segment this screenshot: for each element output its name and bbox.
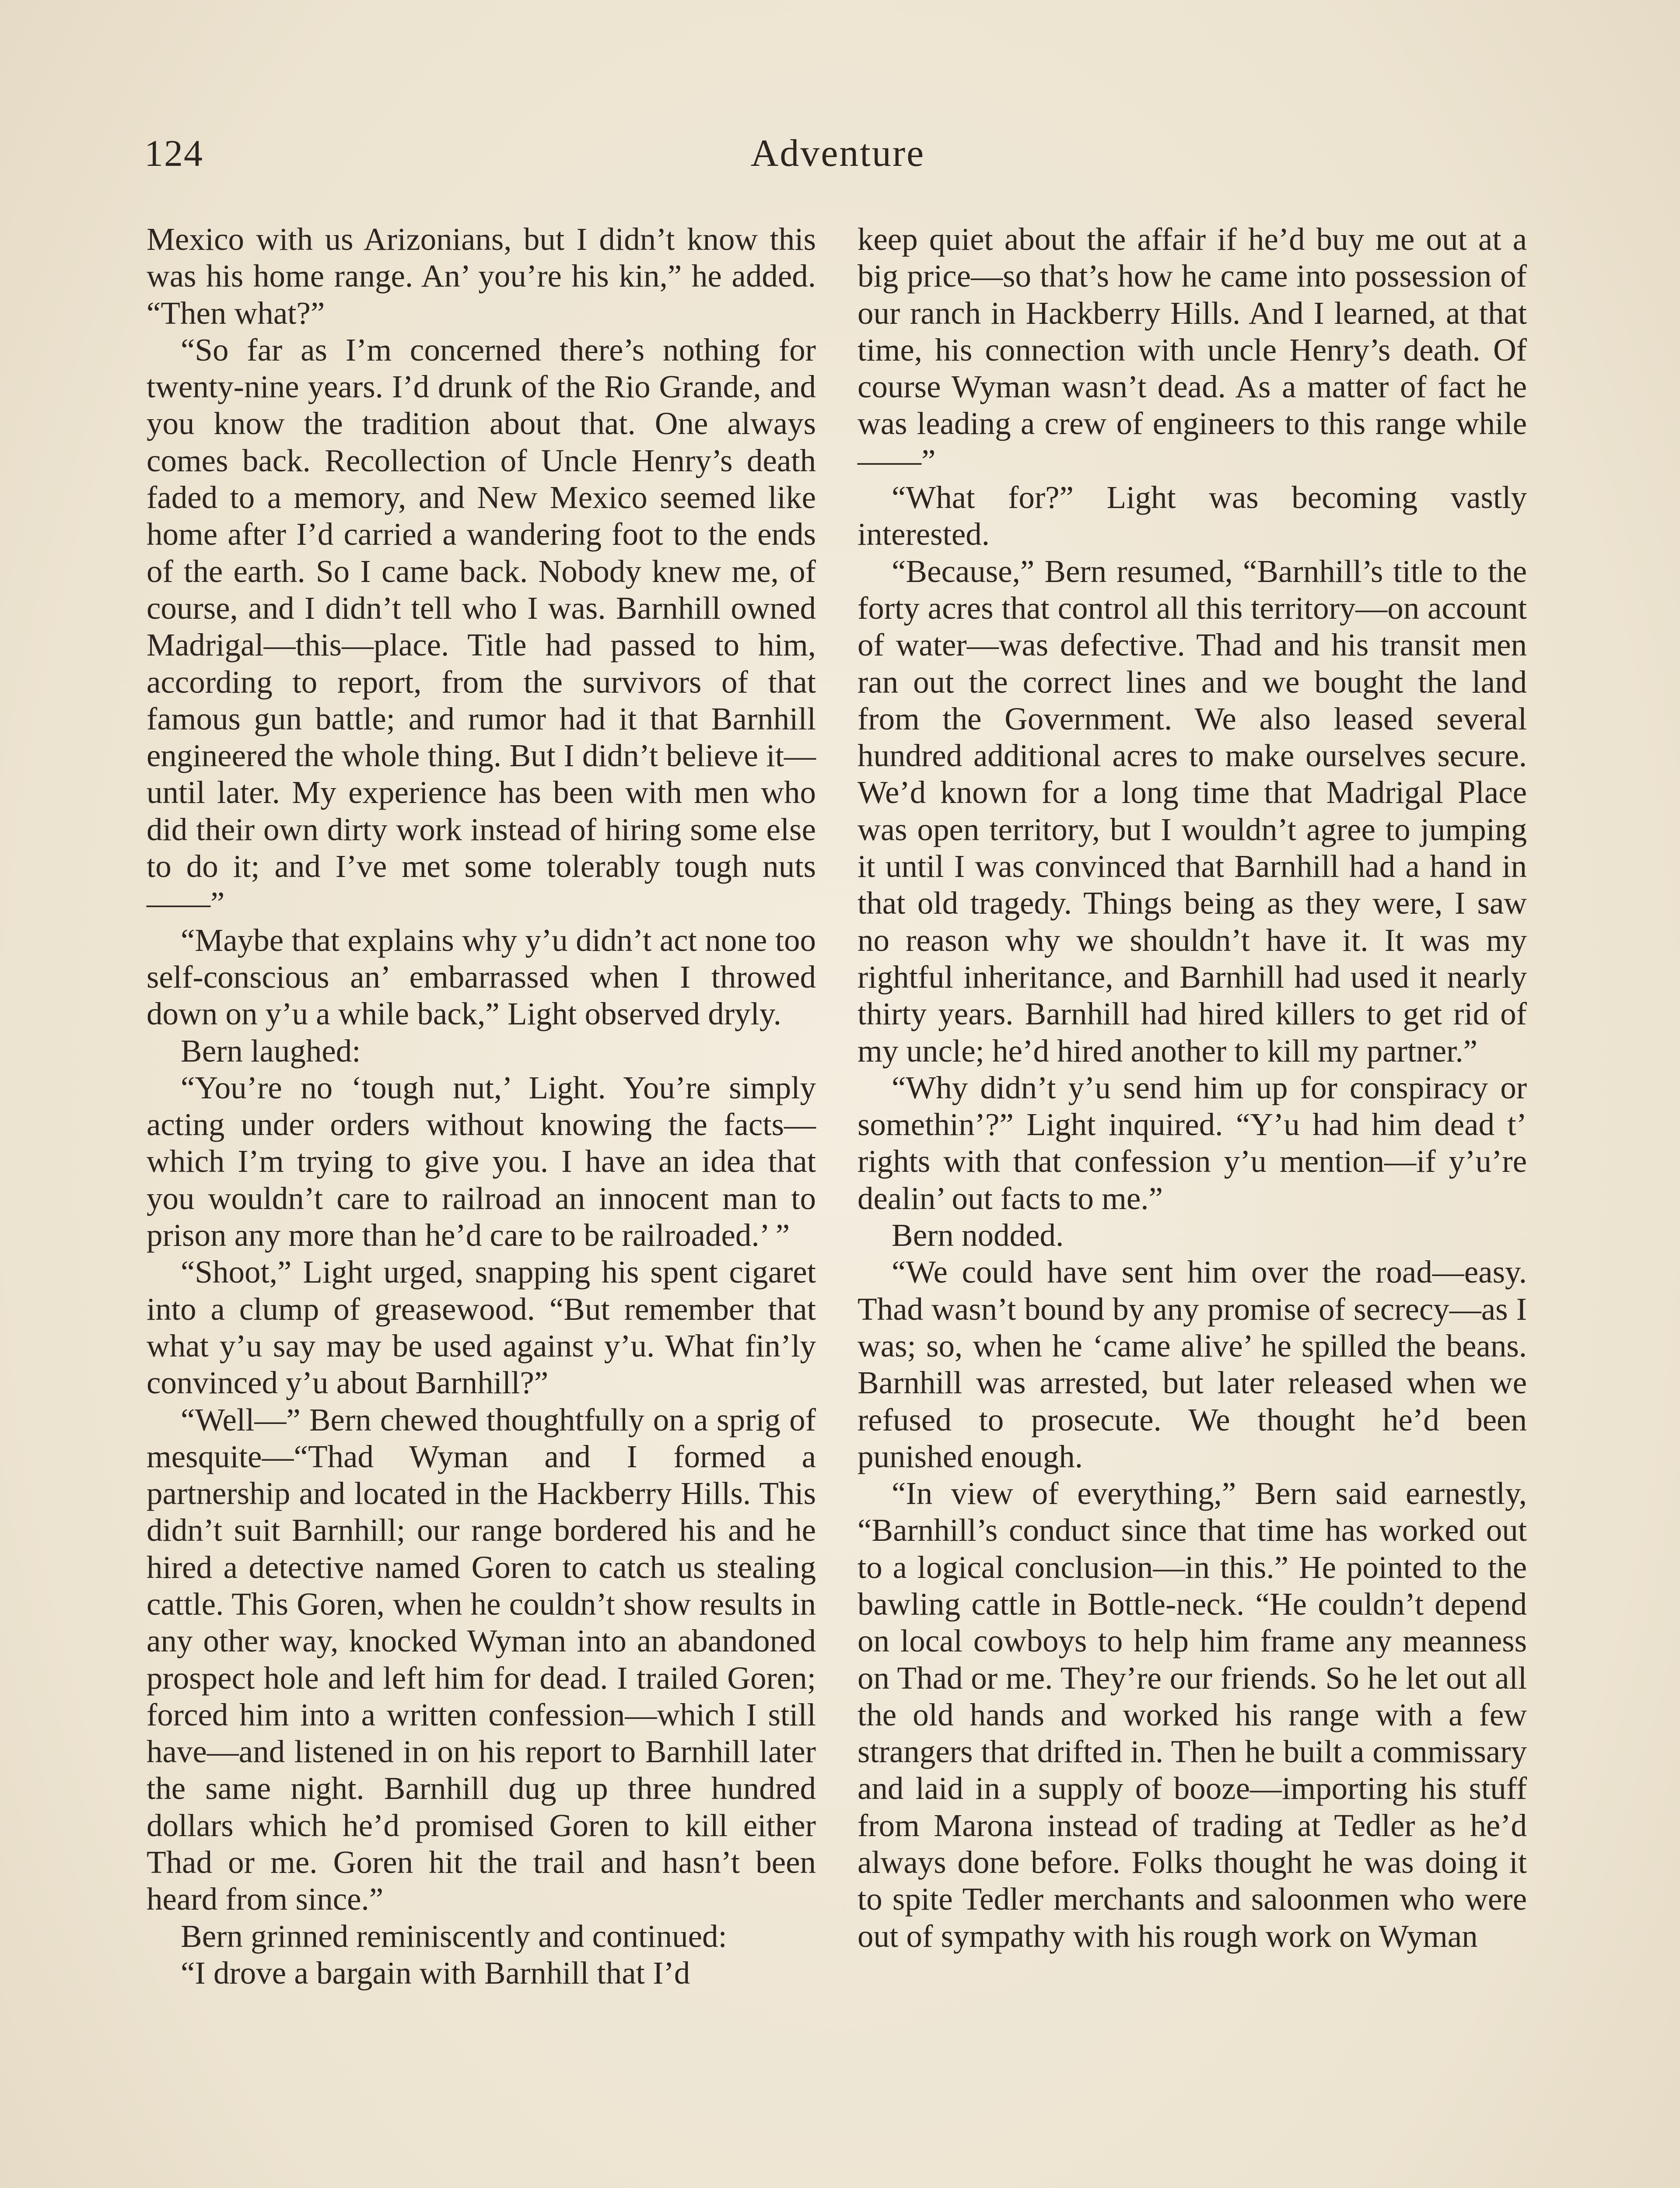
paragraph: Mexico with us Arizonians, but I didn’t know this was his home range. An’ you’re his kin,” he added. “Then what?” xyxy=(147,221,816,331)
paragraph: “We could have sent him over the road—easy. Thad wasn’t bound by any promise of secrecy—as I was; so, when he ‘came alive’ he spilled the beans. Barnhill was arrested, but later released when we refused to prosecute. We thought he’d been punished enough. xyxy=(858,1254,1527,1474)
paragraph: “So far as I’m concerned there’s nothing for twenty-nine years. I’d drunk of the Rio Grande, and you know the tradition about that. One always comes back. Recollection of Uncle Henry’s death faded to a memory, and New Mexico seemed like home after I’d carried a wandering foot to the ends of the earth. So I came back. Nobody knew me, of course, and I didn’t tell who I was. Barnhill owned Madrigal—this—place. Title had passed to him, according to report, from the survivors of that famous gun battle; and rumor had it that Barnhill engineered the whole thing. But I didn’t believe it—until later. My experience has been with men who did their own dirty work instead of hiring some else to do it; and I’ve met some tolerably tough nuts——” xyxy=(147,332,816,921)
paragraph: “Maybe that explains why y’u didn’t act none too self-conscious an’ embarrassed when I throwed down on y’u a while back,” Light observed dryly. xyxy=(147,922,816,1032)
running-title: Adventure xyxy=(750,132,925,175)
paragraph: “I drove a bargain with Barnhill that I’d xyxy=(181,1955,690,1991)
left-text-column xyxy=(147,221,816,1992)
paragraph: “You’re no ‘tough nut,’ Light. You’re simply acting under orders without knowing the facts—which I’m trying to give you. I have an idea that you wouldn’t care to railroad an innocent man to prison any more than he’d care to be railroaded.’ ” xyxy=(147,1069,816,1253)
paragraph: keep quiet about the affair if he’d buy me out at a big price—so that’s how he came into possession of our ranch in Hackberry Hills. And I learned, at that time, his connection with uncle Henry’s death. Of course Wyman wasn’t dead. As a matter of fact he was leading a crew of engineers to this range while——” xyxy=(858,221,1527,478)
paragraph: “In view of everything,” Bern said earnestly, “Barnhill’s conduct since that time has worked out to a logical conclusion—in this.” He pointed to the bawling cattle in Bottle-neck. “He couldn’t depend on local cowboys to help him frame any meanness on Thad or me. They’re our friends. So he let out all the old hands and worked his range with a few strangers that drifted in. Then he built a commissary and laid in a supply of booze—importing his stuff from Marona instead of trading at Tedler as he’d always done before. Folks thought he was doing it to spite Tedler merchants and saloonmen who were out of sympathy with his rough work on Wyman xyxy=(858,1476,1527,1954)
paragraph: “Why didn’t y’u send him up for conspiracy or somethin’?” Light inquired. “Y’u had him dead t’ rights with that confession y’u mention—if y’u’re dealin’ out facts to me.” xyxy=(858,1069,1527,1216)
paragraph: “Well—” Bern chewed thoughtfully on a sprig of mesquite—“Thad Wyman and I formed a partnership and located in the Hackberry Hills. This didn’t suit Barnhill; our range bordered his and he hired a detective named Goren to catch us stealing cattle. This Goren, when he couldn’t show results in any other way, knocked Wyman into an abandoned prospect hole and left him for dead. I trailed Goren; forced him into a written confession—which I still have—and listened in on his report to Barnhill later the same night. Barnhill dug up three hundred dollars which he’d promised Goren to kill either Thad or me. Goren hit the trail and hasn’t been heard from since.” xyxy=(147,1402,816,1917)
paragraph: Bern grinned reminiscently and continued: xyxy=(181,1918,727,1954)
page-header xyxy=(144,131,1531,184)
paragraph: Bern laughed: xyxy=(181,1033,361,1069)
right-text-column xyxy=(858,221,1527,1955)
paragraph: “Because,” Bern resumed, “Barnhill’s title to the forty acres that control all this territory—on account of water—was defective. Thad and his transit men ran out the correct lines and we bought the land from the Government. We also leased several hundred additional acres to make ourselves secure. We’d known for a long time that Madrigal Place was open territory, but I wouldn’t agree to jumping it until I was convinced that Barnhill had a hand in that old tragedy. Things being as they were, I saw no reason why we shouldn’t have it. It was my rightful inheritance, and Barnhill had used it nearly thirty years. Barnhill had hired killers to get rid of my uncle; he’d hired another to kill my partner.” xyxy=(858,553,1527,1069)
paragraph: Bern nodded. xyxy=(892,1217,1064,1253)
page-number: 124 xyxy=(144,132,203,174)
paragraph: “What for?” Light was becoming vastly interested. xyxy=(858,480,1527,552)
paragraph: “Shoot,” Light urged, snapping his spent cigaret into a clump of greasewood. “But remember that what y’u say may be used against y’u. What fin’ly convinced y’u about Barnhill?” xyxy=(147,1254,816,1401)
